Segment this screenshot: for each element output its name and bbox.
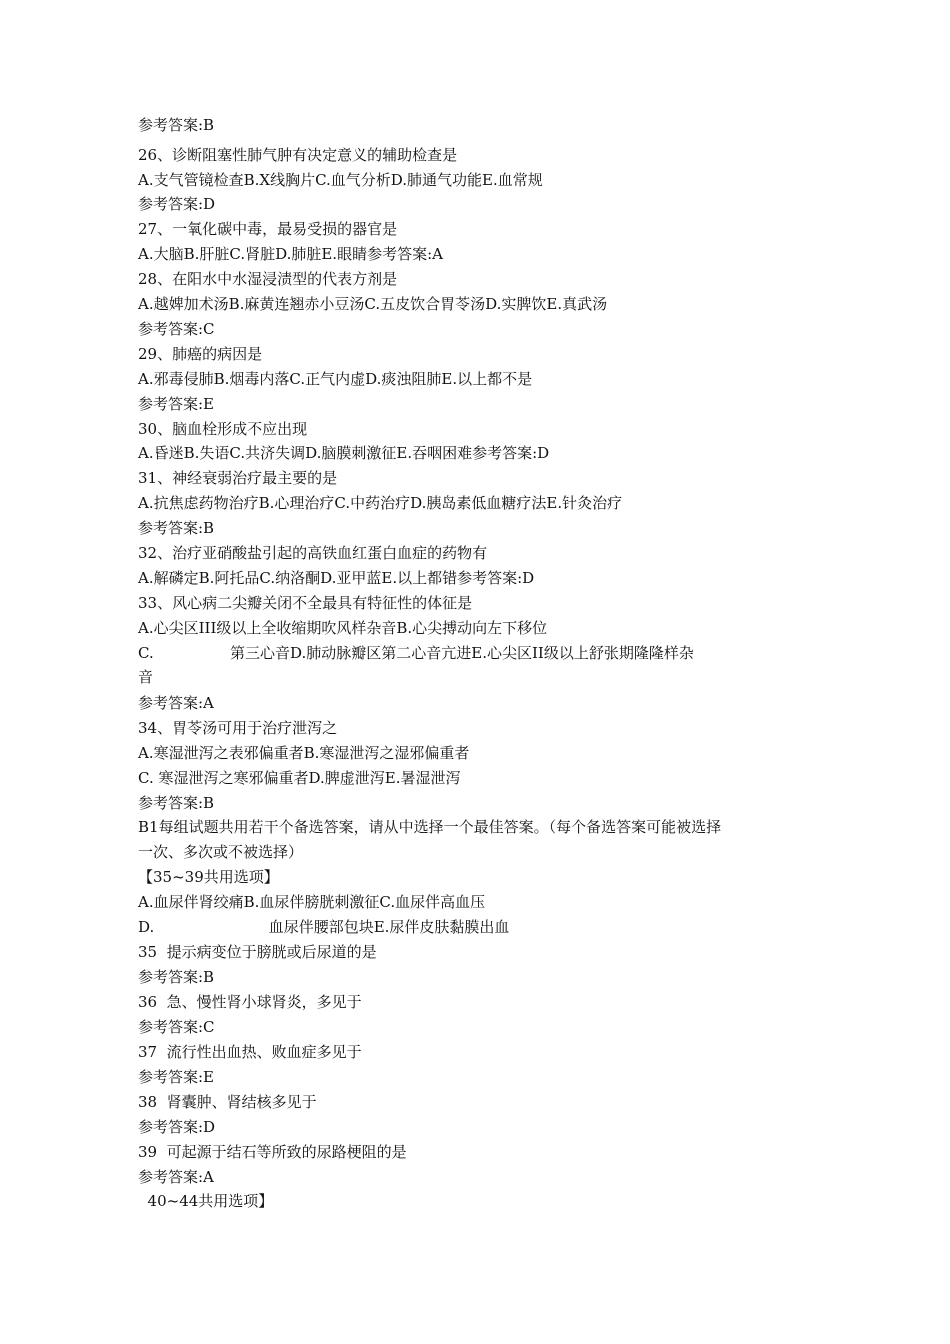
text-line: D. 血尿伴腰部包块E.尿伴皮肤黏膜出血 — [138, 918, 510, 936]
text-line: 参考答案:B — [138, 968, 215, 986]
text-line: 参考答案:B — [138, 116, 215, 134]
text-line: 40~44共用选项】 — [138, 1192, 274, 1210]
text-line: C. 第三心音D.肺动脉瓣区第二心音亢进E.心尖区II级以上舒张期隆隆样杂 — [138, 644, 694, 662]
text-line: B1每组试题共用若干个备选答案，请从中选择一个最佳答案。（每个备选答案可能被选择 — [138, 818, 722, 836]
text-line: 26、诊断阻塞性肺气肿有决定意义的辅助检查是 — [138, 146, 458, 164]
text-line: 33、风心病二尖瓣关闭不全最具有特征性的体征是 — [138, 594, 473, 612]
text-line: 29、肺癌的病因是 — [138, 345, 263, 363]
text-line: 38 肾囊肿、肾结核多见于 — [138, 1093, 317, 1111]
text-line: A.血尿伴肾绞痛B.血尿伴膀胱刺激征C.血尿伴高血压 — [138, 893, 486, 911]
text-line: 39 可起源于结石等所致的尿路梗阻的是 — [138, 1143, 407, 1161]
text-line: 30、脑血栓形成不应出现 — [138, 420, 308, 438]
text-line: 37 流行性出血热、败血症多见于 — [138, 1043, 362, 1061]
text-line: 音 — [138, 668, 154, 686]
text-line: 27、一氧化碳中毒，最易受损的器官是 — [138, 220, 398, 238]
text-line: 28、在阳水中水湿浸渍型的代表方剂是 — [138, 270, 398, 288]
text-line: 参考答案:A — [138, 694, 214, 712]
text-line: 参考答案:C — [138, 1018, 215, 1036]
text-line: 参考答案:B — [138, 794, 215, 812]
text-line: 参考答案:E — [138, 1068, 215, 1086]
text-line: 参考答案:D — [138, 195, 216, 213]
text-line: 参考答案:D — [138, 1118, 216, 1136]
text-line: A.解磷定B.阿托品C.纳洛酮D.亚甲蓝E.以上都错参考答案:D — [138, 569, 535, 587]
text-line: 一次、多次或不被选择） — [138, 843, 304, 861]
text-line: A.寒湿泄泻之表邪偏重者B.寒湿泄泻之湿邪偏重者 — [138, 744, 470, 762]
text-line: A.大脑B.肝脏C.肾脏D.肺脏E.眼睛参考答案:A — [138, 245, 443, 263]
text-line: A.支气管镜检查B.X线胸片C.血气分析D.肺通气功能E.血常规 — [138, 171, 543, 189]
text-line: 参考答案:C — [138, 320, 215, 338]
text-line: C. 寒湿泄泻之寒邪偏重者D.脾虚泄泻E.暑湿泄泻 — [138, 769, 461, 787]
text-line: 34、胃苓汤可用于治疗泄泻之 — [138, 719, 338, 737]
text-line: 31、神经衰弱治疗最主要的是 — [138, 469, 338, 487]
text-line: 【35~39共用选项】 — [138, 868, 279, 886]
text-line: 35 提示病变位于膀胱或后尿道的是 — [138, 943, 377, 961]
text-line: 32、治疗亚硝酸盐引起的高铁血红蛋白血症的药物有 — [138, 544, 488, 562]
text-line: A.邪毒侵肺B.烟毒内落C.正气内虚D.痰浊阻肺E.以上都不是 — [138, 370, 533, 388]
text-line: 36 急、慢性肾小球肾炎，多见于 — [138, 993, 362, 1011]
text-line: A.越婢加术汤B.麻黄连翘赤小豆汤C.五皮饮合胃苓汤D.实脾饮E.真武汤 — [138, 295, 608, 313]
text-line: A.抗焦虑药物治疗B.心理治疗C.中药治疗D.胰岛素低血糖疗法E.针灸治疗 — [138, 494, 623, 512]
text-line: 参考答案:E — [138, 395, 215, 413]
text-line: 参考答案:B — [138, 519, 215, 537]
text-line: A.昏迷B.失语C.共济失调D.脑膜刺激征E.吞咽困难参考答案:D — [138, 444, 550, 462]
text-line: A.心尖区III级以上全收缩期吹风样杂音B.心尖搏动向左下移位 — [138, 619, 548, 637]
text-line: 参考答案:A — [138, 1168, 214, 1186]
